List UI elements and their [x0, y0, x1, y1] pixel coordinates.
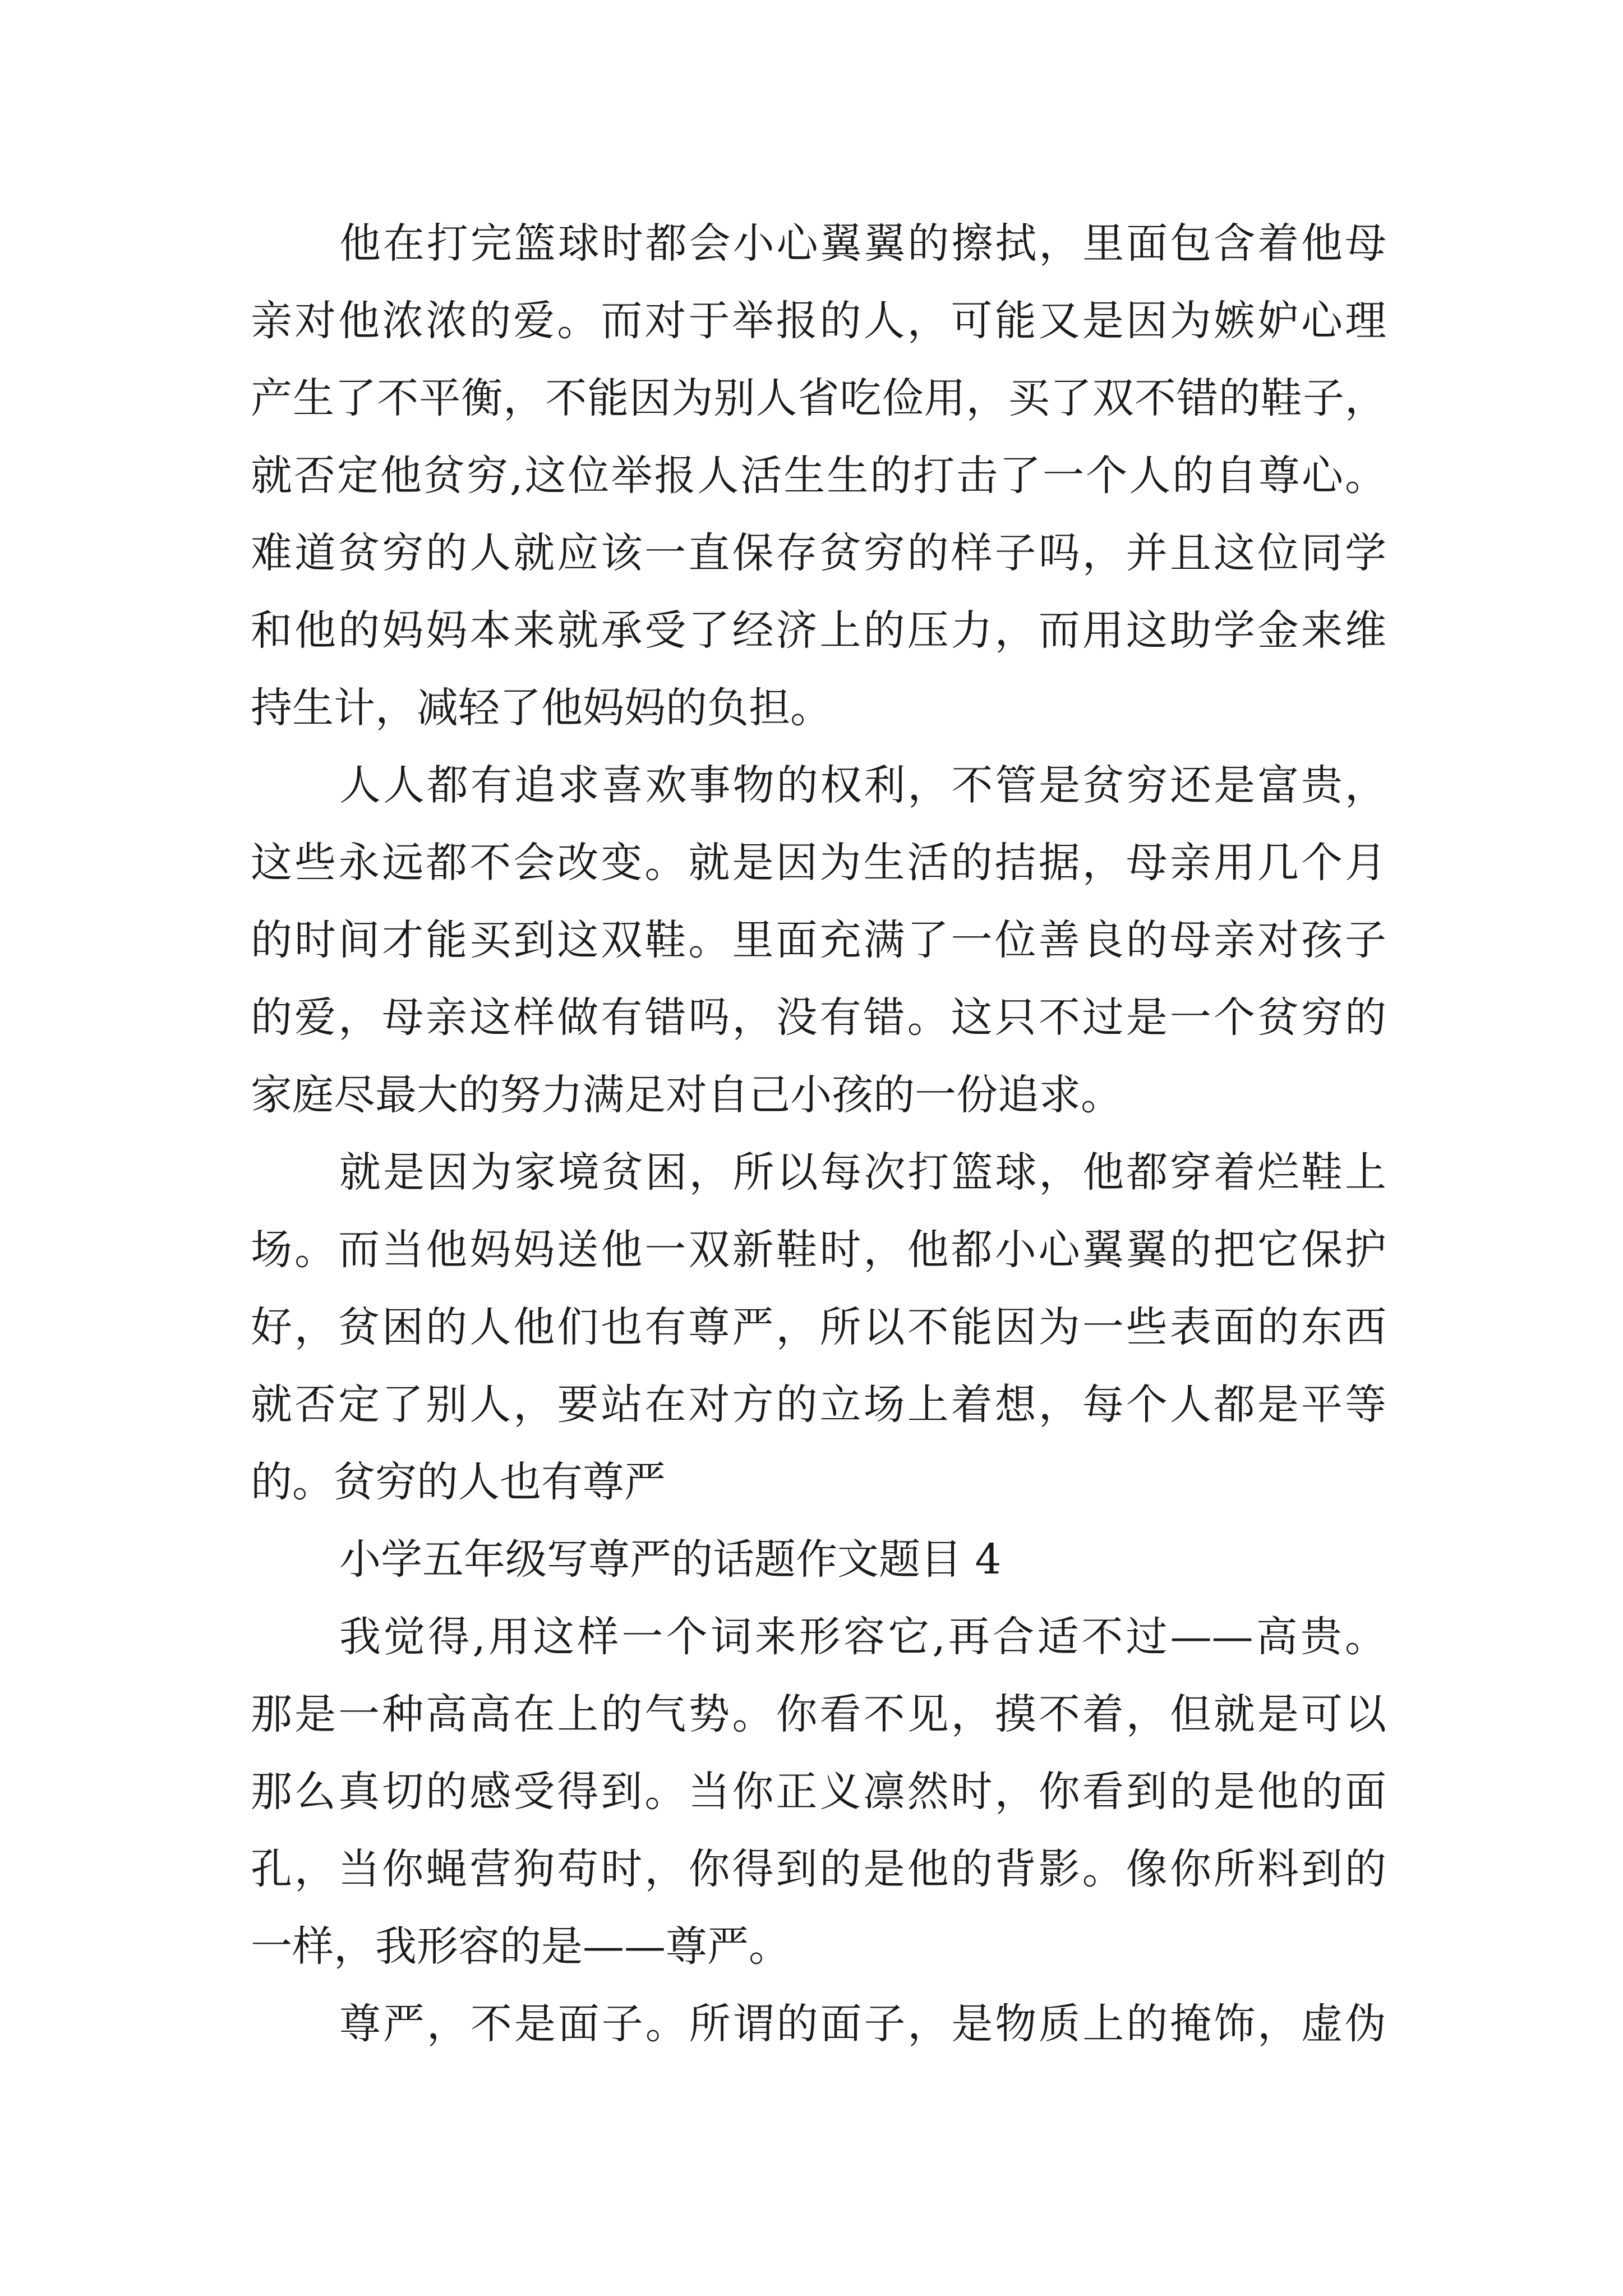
essay-body — [251, 205, 1386, 2063]
text-line: 尊严，不是面子。所谓的面子，是物质上的掩饰，虚伪 — [339, 2000, 1386, 2048]
text-line: 难道贫穷的人就应该一直保存贫穷的样子吗，并且这位同学 — [251, 529, 1386, 577]
text-line: 就否定了别人，要站在对方的立场上着想，每个人都是平等 — [251, 1381, 1386, 1429]
text-line: 那是一种高高在上的气势。你看不见，摸不着，但就是可以 — [251, 1690, 1386, 1738]
paragraph — [251, 1134, 1386, 1521]
text-line: 人人都有追求喜欢事物的权利，不管是贫穷还是富贵， — [339, 761, 1386, 809]
paragraph — [251, 747, 1386, 1134]
text-line: 和他的妈妈本来就承受了经济上的压力，而用这助学金来维 — [251, 606, 1386, 655]
text-line: 我觉得,用这样一个词来形容它,再合适不过——高贵。 — [339, 1613, 1386, 1661]
text-line: 家庭尽最大的努力满足对自己小孩的一份追求。 — [251, 1071, 1122, 1119]
text-line: 产生了不平衡，不能因为别人省吃俭用，买了双不错的鞋子， — [251, 374, 1386, 422]
text-line: 就否定他贫穷,这位举报人活生生的打击了一个人的自尊心。 — [251, 452, 1386, 500]
text-line: 场。而当他妈妈送他一双新鞋时，他都小心翼翼的把它保护 — [251, 1226, 1386, 1274]
paragraph — [251, 205, 1386, 747]
text-line: 的爱，母亲这样做有错吗，没有错。这只不过是一个贫穷的 — [251, 993, 1386, 1042]
text-line: 亲对他浓浓的爱。而对于举报的人，可能又是因为嫉妒心理 — [251, 297, 1386, 345]
text-line: 他在打完篮球时都会小心翼翼的擦拭，里面包含着他母 — [339, 219, 1386, 268]
text-line: 就是因为家境贫困，所以每次打篮球，他都穿着烂鞋上 — [339, 1148, 1386, 1197]
text-line: 孔，当你蝇营狗苟时，你得到的是他的背影。像你所料到的 — [251, 1845, 1386, 1893]
paragraph — [251, 1985, 1386, 2063]
text-line: 这些永远都不会改变。就是因为生活的拮据，母亲用几个月 — [251, 839, 1386, 887]
text-line: 的时间才能买到这双鞋。里面充满了一位善良的母亲对孩子 — [251, 916, 1386, 964]
paragraph — [251, 1598, 1386, 1985]
text-line: 一样，我形容的是——尊严。 — [251, 1922, 790, 1971]
essay-title: 小学五年级写尊严的话题作文题目 4 — [339, 1535, 1002, 1584]
text-line: 好，贫困的人他们也有尊严，所以不能因为一些表面的东西 — [251, 1303, 1386, 1351]
text-line: 的。贫穷的人也有尊严 — [251, 1458, 666, 1506]
text-line: 持生计，减轻了他妈妈的负担。 — [251, 684, 832, 732]
text-line: 那么真切的感受得到。当你正义凛然时，你看到的是他的面 — [251, 1768, 1386, 1816]
